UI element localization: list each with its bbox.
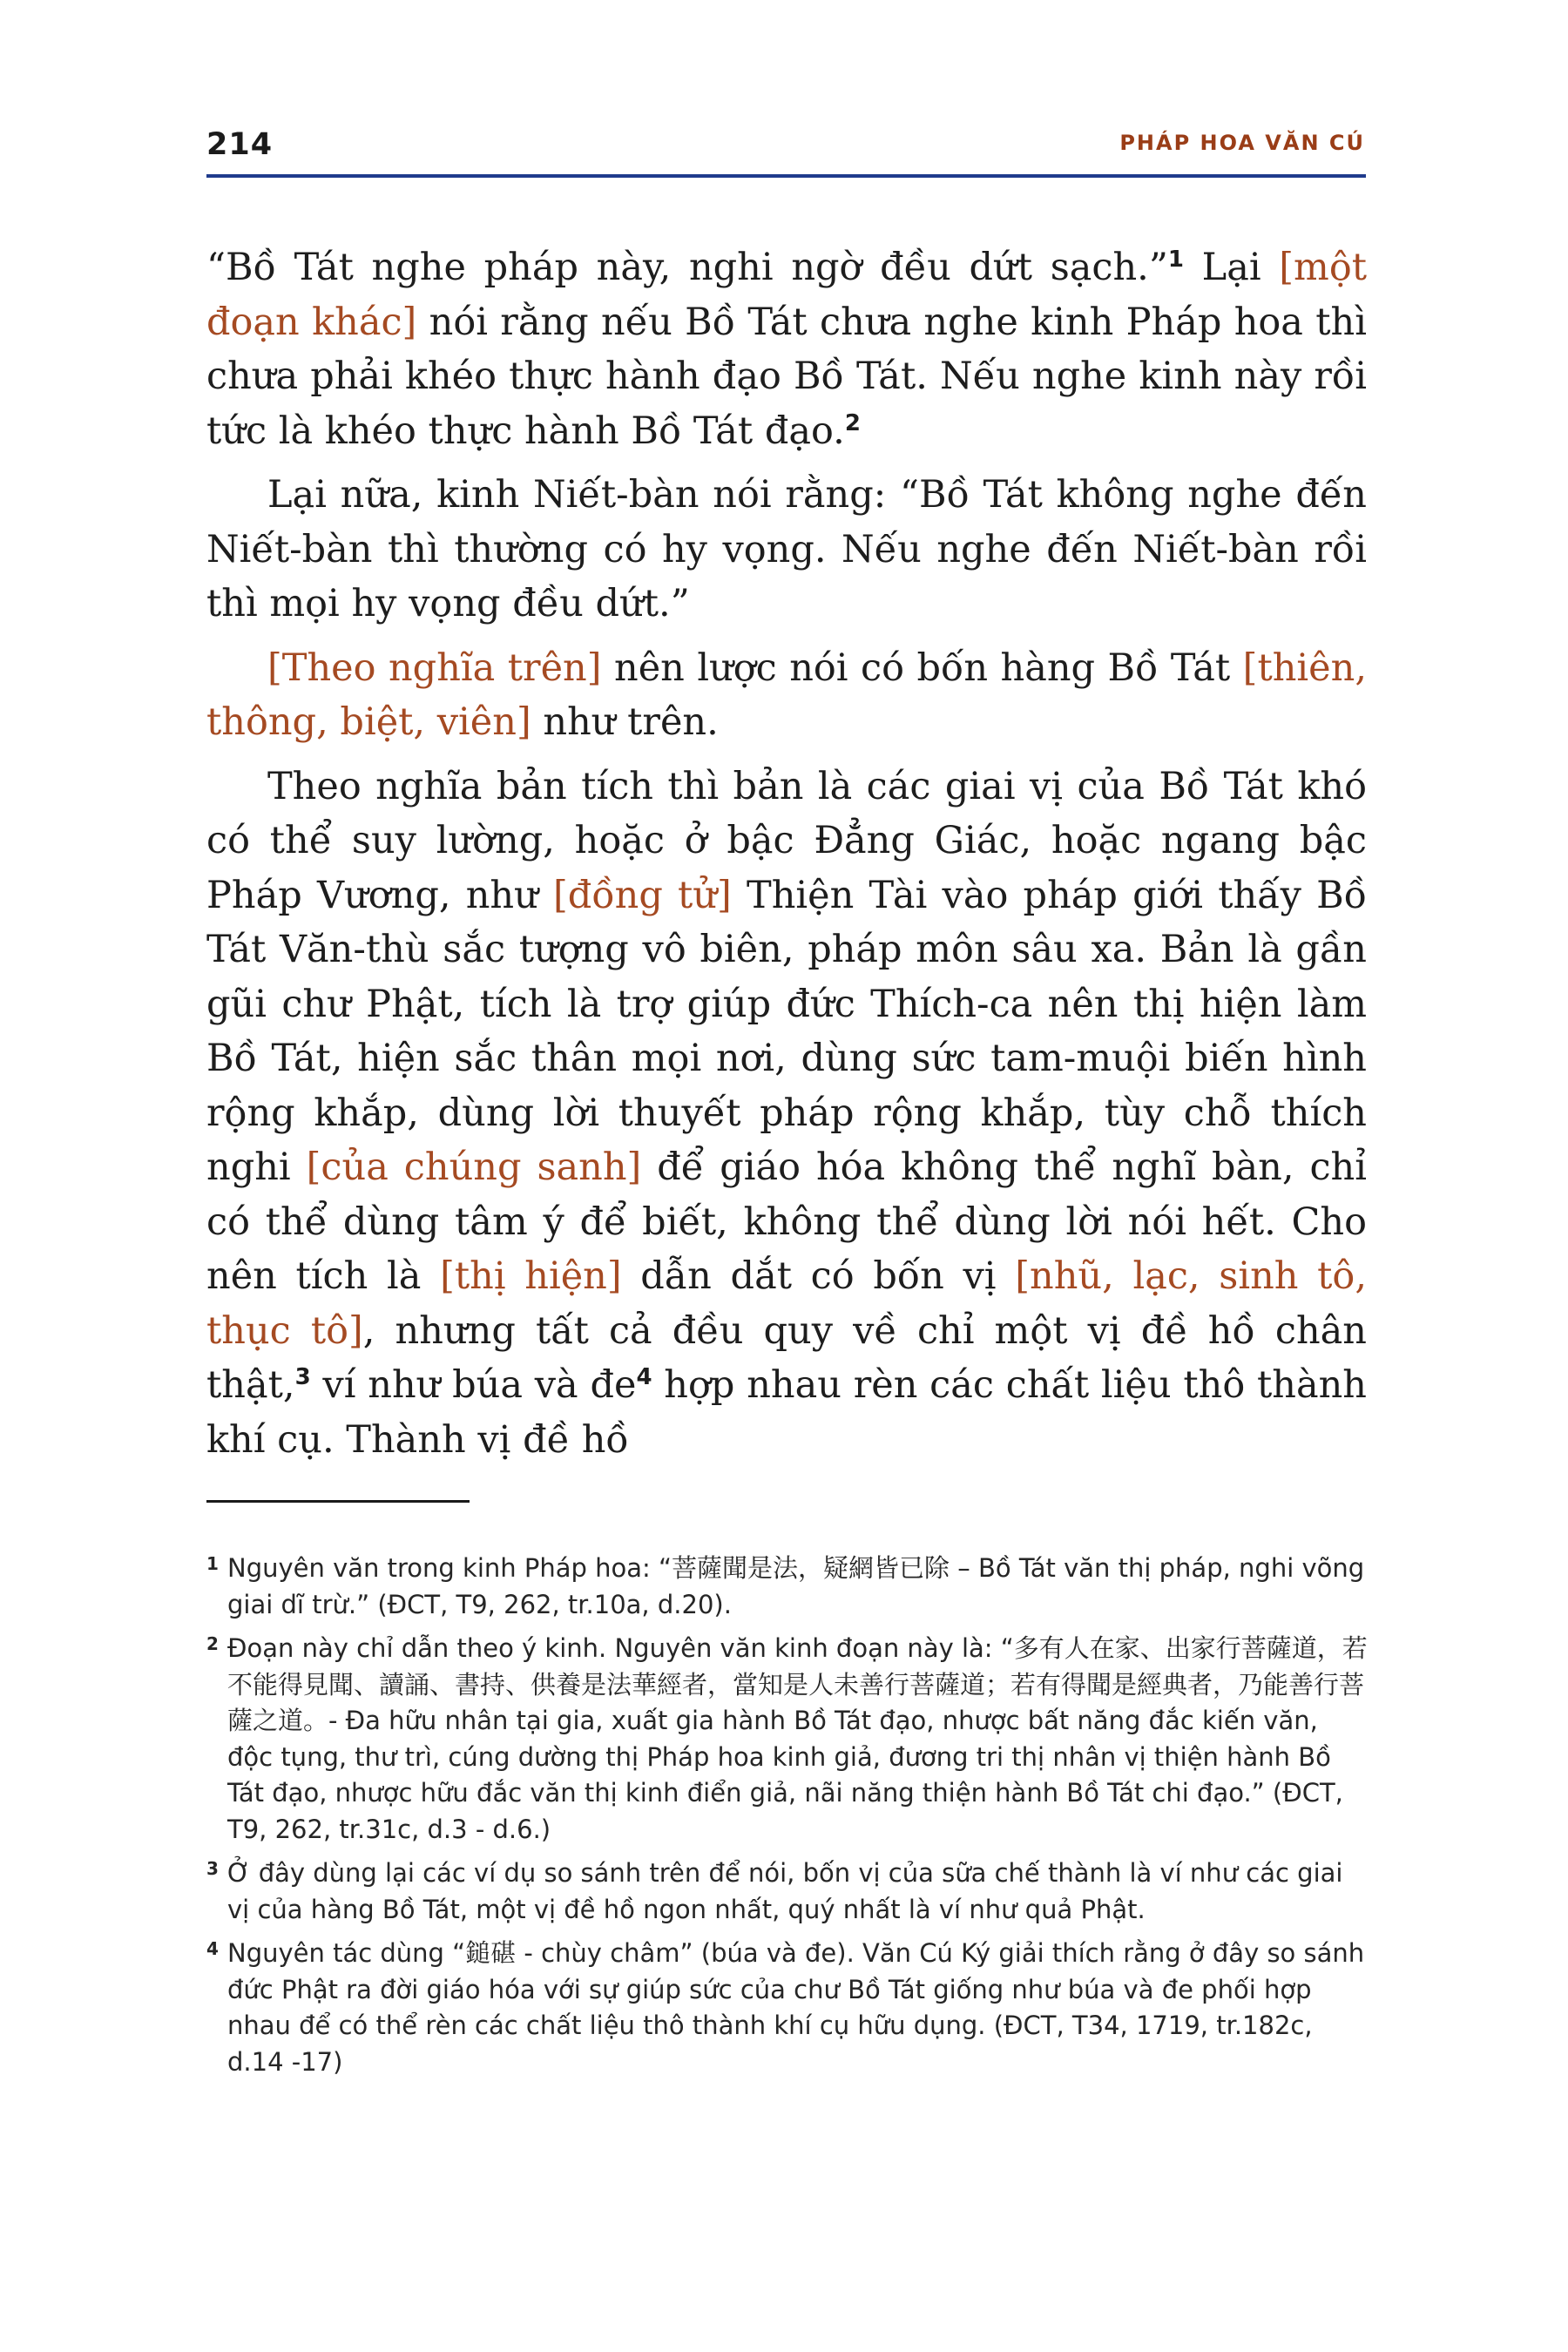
paragraph-1 — [206, 240, 1367, 458]
body-text — [206, 240, 1367, 1477]
footnote-ref-4[interactable]: 4 — [636, 1364, 652, 1390]
footnote-ref-1[interactable]: 1 — [1167, 247, 1184, 273]
footnote-2 — [206, 1631, 1369, 1848]
footnote-number: 2 — [206, 1633, 219, 1654]
paragraph-3 — [206, 641, 1367, 750]
footnote-4 — [206, 1936, 1369, 2080]
footnote-number: 1 — [206, 1553, 219, 1574]
footnote-ref-3[interactable]: 3 — [294, 1364, 311, 1390]
p4-bracket-4: [nhũ, lạc, sinh tô, thục tô] — [206, 1254, 1367, 1353]
running-title: PHÁP HOA VĂN CÚ — [1119, 131, 1365, 155]
p1-text-a: “Bồ Tát nghe pháp này, nghi ngờ đều dứt sạch.” — [206, 246, 1168, 289]
footnote-text: Đoạn này chỉ dẫn theo ý kinh. Nguyên văn kinh đoạn này là: “多有人在家、出家行菩薩道，若不能得見聞、讀誦、書持、供養是法華經者，當知是人未善行菩薩道；若有得聞是經典者，乃能善行菩薩之道。- Đa hữu nhân tại gia, xuất gia hành Bồ Tát đạo, nhược bất năng đắc kiến văn, độc tụng, thư trì, cúng dường thị Pháp hoa kinh giả, đương tri thị nhân vị thiện hành Bồ Tát đạo, nhược hữu đắc văn thị kinh điển giả, nãi năng thiện hành Bồ Tát chi đạo.” (ĐCT, T9, 262, tr.31c, d.3 - d.6.) — [227, 1633, 1368, 1844]
header-rule — [206, 174, 1366, 178]
p1-bracket-1: [một đoạn khác] — [206, 246, 1367, 344]
footnote-rule — [206, 1500, 470, 1503]
p4-bracket-1: [đồng tử] — [553, 873, 732, 917]
p4-text-c: để giáo hóa không thể nghĩ bàn, chỉ có thể dùng tâm ý để biết, không thể dùng lời nói hết. Cho nên tích là — [206, 1146, 1367, 1298]
paragraph-4 — [206, 760, 1367, 1468]
footnote-text: Nguyên tác dùng “鎚碪 - chùy châm” (búa và đe). Văn Cú Ký giải thích rằng ở đây so sánh đức Phật ra đời giáo hóa với sự giúp sức của chư Bồ Tát giống như búa và đe phối hợp nhau để có thể rèn các chất liệu thô thành khí cụ hữu dụng. (ĐCT, T34, 1719, tr.182c, d.14 -17) — [227, 1938, 1365, 2077]
footnote-text: Nguyên văn trong kinh Pháp hoa: “菩薩聞是法，疑網皆已除 – Bồ Tát văn thị pháp, nghi võng giai dĩ trừ.” (ĐCT, T9, 262, tr.10a, d.20). — [227, 1553, 1365, 1619]
p3-bracket-1: [Theo nghĩa trên] — [267, 645, 602, 690]
footnote-3 — [206, 1855, 1369, 1928]
p3-bracket-2: [thiên, thông, biệt, viên] — [206, 645, 1367, 744]
p4-text-b: Thiện Tài vào pháp giới thấy Bồ Tát Văn-thù sắc tượng vô biên, pháp môn sâu xa. Bản là gần gũi chư Phật, tích là trợ giúp đức Thích-ca nên thị hiện làm Bồ Tát, hiện sắc thân mọi nơi, dùng sức tam-muội biến hình rộng khắp, dùng lời thuyết pháp rộng khắp, tùy chỗ thích nghi — [206, 873, 1367, 1189]
p4-text-a: Theo nghĩa bản tích thì bản là các giai vị của Bồ Tát khó có thể suy lường, hoặc ở bậc Đẳng Giác, hoặc ngang bậc Pháp Vương, như — [206, 764, 1367, 917]
footnote-1 — [206, 1551, 1369, 1623]
paragraph-2: Lại nữa, kinh Niết-bàn nói rằng: “Bồ Tát không nghe đến Niết-bàn thì thường có hy vọng. Nếu nghe đến Niết-bàn rồi thì mọi hy vọng đều dứt.” — [206, 473, 1367, 625]
footnote-ref-2[interactable]: 2 — [844, 409, 861, 436]
p1-text-b: Lại — [1183, 246, 1280, 289]
p4-text-e: , nhưng tất cả đều quy về chỉ một vị đề hồ chân thật, — [206, 1308, 1367, 1407]
p4-text-g: hợp nhau rèn các chất liệu thô thành khí cụ. Thành vị đề hồ — [206, 1363, 1367, 1462]
p4-text-d: dẫn dắt có bốn vị — [621, 1254, 1016, 1298]
p4-bracket-3: [thị hiện] — [440, 1254, 622, 1298]
page-number: 214 — [206, 127, 274, 162]
footnotes — [206, 1551, 1369, 2088]
footnote-number: 4 — [206, 1938, 219, 1959]
p3-text-a: nên lược nói có bốn hàng Bồ Tát — [601, 645, 1243, 690]
p4-bracket-2: [của chúng sanh] — [306, 1146, 642, 1189]
p3-text-b: như trên. — [531, 700, 719, 744]
footnote-text: Ở đây dùng lại các ví dụ so sánh trên để nói, bốn vị của sữa chế thành là ví như các giai vị của hàng Bồ Tát, một vị đề hồ ngon nhất, quý nhất là ví như quả Phật. — [227, 1858, 1343, 1924]
p1-text-c: nói rằng nếu Bồ Tát chưa nghe kinh Pháp hoa thì chưa phải khéo thực hành đạo Bồ Tát. Nếu nghe kinh này rồi tức là khéo thực hành Bồ Tát đạo. — [206, 300, 1367, 453]
footnote-number: 3 — [206, 1858, 219, 1879]
p4-text-f: ví như búa và đe — [310, 1363, 637, 1407]
